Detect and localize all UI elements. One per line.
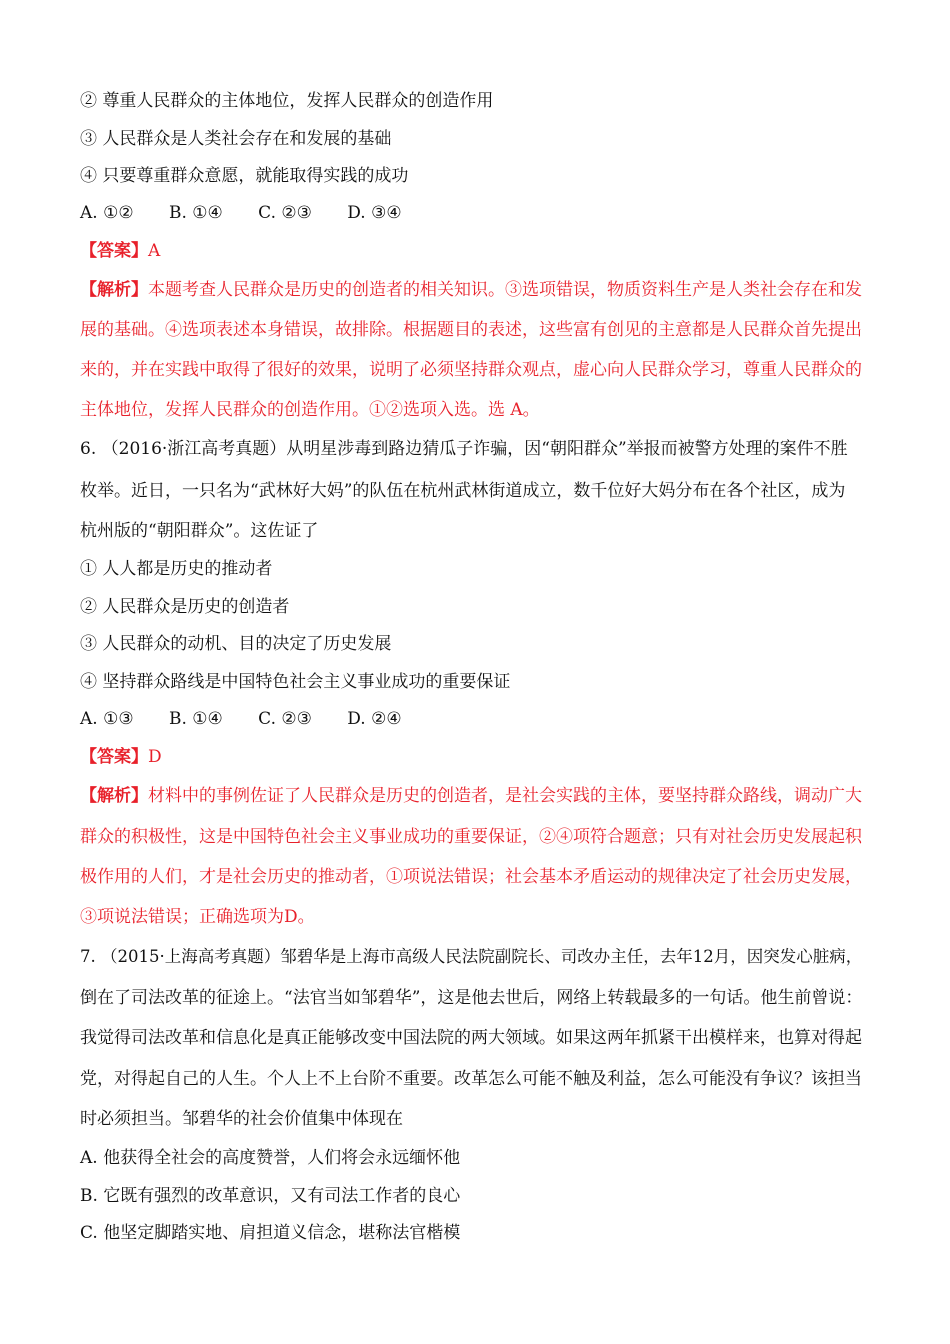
q5-analysis-text: 本题考查人民群众是历史的创造者的相关知识。③选项错误，物质资料生产是人类社会存在和发 [148,280,862,300]
q6-item-4: ④ 坚持群众路线是中国特色社会主义事业成功的重要保证 [80,672,511,692]
q7-stem-line: 倒在了司法改革的征途上。“法官当如邹碧华”，这是他去世后，网络上转载最多的一句话。他生前曾说： [80,988,863,1008]
q5-item-4: ④ 只要尊重群众意愿，就能取得实践的成功 [80,166,409,186]
q5-option-c: C. ②③ [258,203,312,223]
q7-option-a: A. 他获得全社会的高度赞誉，人们将会永远缅怀他 [80,1148,461,1168]
q5-answer-tag: 【答案】 [80,241,148,261]
q6-item-2: ② 人民群众是历史的创造者 [80,597,290,617]
q6-answer-tag: 【答案】 [80,747,148,767]
q5-analysis-line: 展的基础。④选项表述本身错误，故排除。根据题目的表述，这些富有创见的主意都是人民群众首先提出 [80,320,862,340]
q5-analysis-line: 来的，并在实践中取得了很好的效果，说明了必须坚持群众观点，虚心向人民群众学习，尊重人民群众的 [80,360,862,380]
q6-option-c: C. ②③ [258,709,312,729]
q6-analysis-line: ③项说法错误；正确选项为D。 [80,907,315,927]
q6-stem-line: 6. （2016·浙江高考真题）从明星涉毒到路边猜瓜子诈骗，因“朝阳群众”举报而被警方处理的案件不胜 [80,439,848,459]
q6-item-1: ① 人人都是历史的推动者 [80,559,273,579]
q5-answer-value: A [148,241,161,261]
q5-analysis-tag: 【解析】 [80,280,148,300]
q5-option-b: B. ①④ [168,203,223,223]
q6-analysis-line [80,785,862,807]
q5-item-3: ③ 人民群众是人类社会存在和发展的基础 [80,129,392,149]
q6-item-3: ③ 人民群众的动机、目的决定了历史发展 [80,634,392,654]
q5-options [80,202,432,224]
q7-stem-line: 时必须担当。邹碧华的社会价值集中体现在 [80,1109,403,1129]
q5-item-2: ② 尊重人民群众的主体地位，发挥人民群众的创造作用 [80,91,494,111]
q6-stem-line: 枚举。近日，一只名为“武林好大妈”的队伍在杭州武林街道成立，数千位好大妈分布在各个社区，成为 [80,481,846,501]
q6-answer [80,746,162,768]
q5-answer [80,240,160,262]
q7-stem-line: 党，对得起自己的人生。个人上不上台阶不重要。改革怎么可能不触及利益，怎么可能没有争议？该担当 [80,1069,862,1089]
q5-option-d: D. ③④ [347,203,402,223]
q5-analysis-line: 主体地位，发挥人民群众的创造作用。①②选项入选。选 A。 [80,400,540,420]
q5-option-a: A. ①② [80,203,134,223]
q6-option-d: D. ②④ [347,709,402,729]
q7-option-c: C. 他坚定脚踏实地、肩担道义信念，堪称法官楷模 [80,1223,461,1243]
q6-analysis-text: 材料中的事例佐证了人民群众是历史的创造者，是社会实践的主体，要坚持群众路线，调动广大 [148,786,862,806]
q6-analysis-line: 群众的积极性，这是中国特色社会主义事业成功的重要保证，②④项符合题意；只有对社会历史发展起积 [80,827,862,847]
q6-option-a: A. ①③ [80,709,134,729]
q6-analysis-line: 极作用的人们，才是社会历史的推动者，①项说法错误；社会基本矛盾运动的规律决定了社会历史发展， [80,867,862,887]
q6-option-b: B. ①④ [168,709,223,729]
q7-stem-line: 7. （2015·上海高考真题）邹碧华是上海市高级人民法院副院长、司改办主任，去年12月，因突发心脏病， [80,947,863,966]
q7-option-b: B. 它既有强烈的改革意识，又有司法工作者的良心 [80,1186,461,1206]
q6-answer-value: D [148,747,162,767]
q5-analysis-line [80,279,862,301]
q7-stem-line: 我觉得司法改革和信息化是真正能够改变中国法院的两大领域。如果这两年抓紧干出模样来，也算对得起 [80,1028,862,1048]
q6-analysis-tag: 【解析】 [80,786,148,806]
q6-options [80,708,432,730]
q6-stem-line: 杭州版的“朝阳群众”。这佐证了 [80,521,319,541]
